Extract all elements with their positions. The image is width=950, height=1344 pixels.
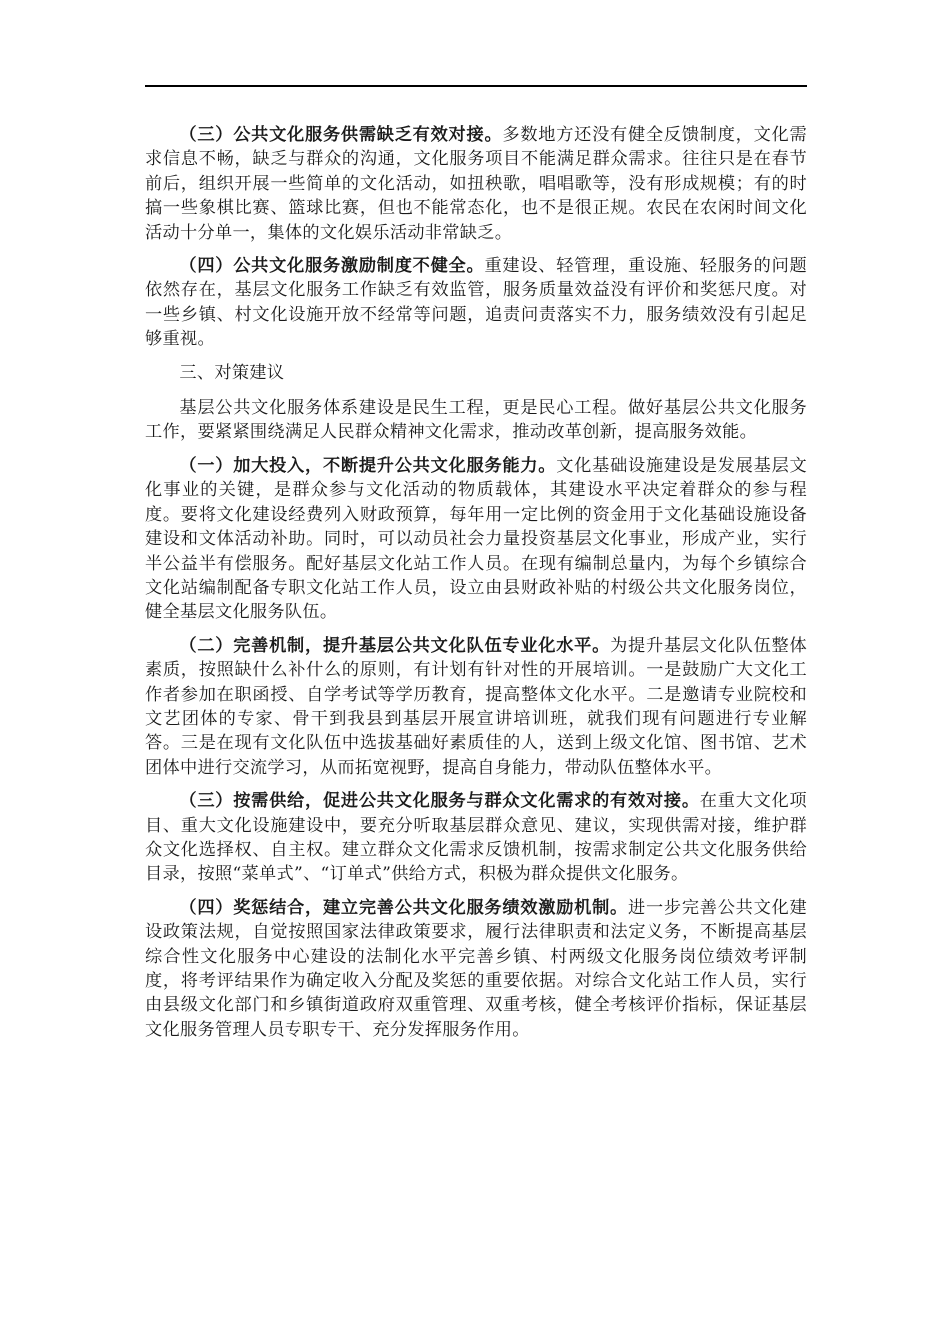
- document-body: [145, 123, 807, 1051]
- paragraph-lead: （三）公共文化服务供需缺乏有效对接。: [179, 125, 503, 145]
- paragraph-supply-demand: [145, 123, 807, 245]
- paragraph-mechanism: [145, 634, 807, 780]
- paragraph-text: 为提升基层文化队伍整体素质，按照缺什么补什么的原则，有计划有针对性的开展培训。一是鼓励广大文化工作者参加在职函授、自学考试等学历教育，提高整体文化水平。二是邀请专业院校和文艺团体的专家、骨干到我县到基层开展宣讲培训班，就我们现有问题进行专业解答。三是在现有文化队伍中选拔基础好素质佳的人，送到上级文化馆、图书馆、艺术团体中进行交流学习，从而拓宽视野，提高自身能力，带动队伍整体水平。: [145, 635, 807, 778]
- paragraph-lead: （一）加大投入，不断提升公共文化服务能力。: [179, 455, 557, 476]
- paragraph-lead: （二）完善机制，提升基层公共文化队伍专业化水平。: [179, 635, 611, 656]
- paragraph-on-demand: [145, 789, 807, 887]
- section-heading-text: 三、对策建议: [179, 362, 285, 383]
- paragraph-lead: （四）公共文化服务激励制度不健全。: [179, 256, 485, 277]
- header-rule: [145, 85, 807, 87]
- paragraph-text: 进一步完善公共文化建设政策法规，自觉按照国家法律政策要求，履行法律职责和法定义务，不断提高基层综合性文化服务中心建设的法制化水平完善乡镇、村两级文化服务岗位绩效考评制度，将考评结果作为确定收入分配及奖惩的重要依据。对综合文化站工作人员，实行由县级文化部门和乡镇街道政府双重管理、双重考核，健全考核评价指标，保证基层文化服务管理人员专职专干、充分发挥服务作用。: [145, 897, 807, 1040]
- paragraph-rewards: [145, 896, 807, 1042]
- paragraph-incentive: [145, 254, 807, 352]
- paragraph-text: 在重大文化项目、重大文化设施建设中，要充分听取基层群众意见、建议，实现供需对接，维护群众文化选择权、自主权。建立群众文化需求反馈机制，按需求制定公共文化服务供给目录，按照“菜单式”、“订单式”供给方式，积极为群众提供文化服务。: [145, 791, 807, 885]
- section-heading: [145, 361, 807, 385]
- paragraph-lead: （四）奖惩结合，建立完善公共文化服务绩效激励机制。: [179, 897, 628, 918]
- paragraph-lead: （三）按需供给，促进公共文化服务与群众文化需求的有效对接。: [179, 791, 700, 812]
- paragraph-intro: [145, 396, 807, 445]
- paragraph-text: 文化基础设施建设是发展基层文化事业的关键，是群众参与文化活动的物质载体，其建设水平决定着群众的参与程度。要将文化建设经费列入财政预算，每年用一定比例的资金用于文化基础设施设备建设和文体活动补助。同时，可以动员社会力量投资基层文化事业，形成产业，实行半公益半有偿服务。配好基层文化站工作人员。在现有编制总量内，为每个乡镇综合文化站编制配备专职文化站工作人员，设立由县财政补贴的村级公共文化服务岗位，健全基层文化服务队伍。: [145, 455, 807, 623]
- paragraph-investment: [145, 454, 807, 625]
- paragraph-text: 多数地方还没有健全反馈制度，文化需求信息不畅，缺乏与群众的沟通，文化服务项目不能满足群众需求。往往只是在春节前后，组织开展一些简单的文化活动，如扭秧歌，唱唱歌等，没有形成规模；有的时搞一些象棋比赛、篮球比赛，但也不能常态化，也不是很正规。农民在农闲时间文化活动十分单一，集体的文化娱乐活动非常缺乏。: [145, 125, 807, 243]
- paragraph-text: 基层公共文化服务体系建设是民生工程，更是民心工程。做好基层公共文化服务工作，要紧紧围绕满足人民群众精神文化需求，推动改革创新，提高服务效能。: [145, 398, 807, 443]
- paragraph-text: 重建设、轻管理，重设施、轻服务的问题依然存在，基层文化服务工作缺乏有效监管，服务质量效益没有评价和奖惩尺度。对一些乡镇、村文化设施开放不经常等问题，追责问责落实不力，服务绩效没有引起足够重视。: [145, 256, 807, 350]
